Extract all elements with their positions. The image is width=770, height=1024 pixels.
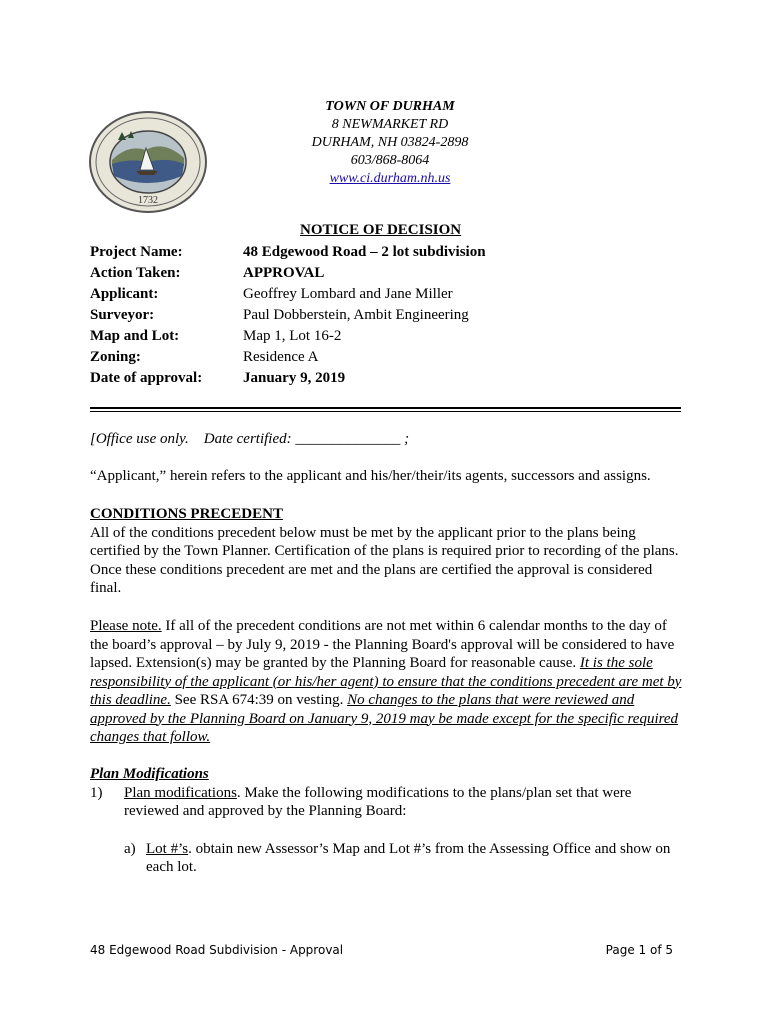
office-use-line bbox=[90, 430, 682, 449]
item-1-text: . Make the following modifications to the plans/plan set that were reviewed and approved by the Planning Board: bbox=[124, 784, 632, 819]
info-row-date-approval bbox=[90, 368, 486, 389]
town-city: DURHAM, NH 03824-2898 bbox=[311, 135, 469, 150]
info-row-zoning bbox=[90, 347, 486, 368]
info-label: Project Name: bbox=[90, 244, 183, 260]
info-row-map-lot bbox=[90, 326, 486, 347]
item-number: 1) bbox=[90, 784, 103, 801]
letterhead bbox=[240, 98, 540, 188]
applicant-definition: “Applicant,” herein refers to the applicant and his/her/their/its agents, successors and assigns. bbox=[90, 468, 651, 484]
please-note-text-1: If all of the precedent conditions are not met within 6 calendar months to the day of the board’s approval – by July 9, 2019 - the Planning Board's approval will be considered to have lapsed. Extension(s) may be granted by the Planning Board for reasonable cause. bbox=[90, 618, 675, 671]
notice-title: NOTICE OF DECISION bbox=[300, 222, 462, 238]
info-value: APPROVAL bbox=[243, 265, 325, 281]
info-row-applicant bbox=[90, 284, 486, 305]
town-seal-logo bbox=[88, 110, 208, 214]
info-value: Map 1, Lot 16-2 bbox=[243, 328, 342, 344]
info-value: January 9, 2019 bbox=[243, 370, 346, 386]
project-info-table bbox=[90, 242, 486, 389]
conditions-section bbox=[90, 505, 682, 598]
info-value: 48 Edgewood Road – 2 lot subdivision bbox=[243, 244, 486, 260]
subitem-letter: a) bbox=[124, 840, 136, 857]
info-value: Geoffrey Lombard and Jane Miller bbox=[243, 286, 453, 302]
info-value: Residence A bbox=[243, 349, 319, 365]
info-label: Map and Lot: bbox=[90, 328, 180, 344]
conditions-heading: CONDITIONS PRECEDENT bbox=[90, 506, 283, 522]
info-label: Date of approval: bbox=[90, 370, 203, 386]
info-row-surveyor bbox=[90, 305, 486, 326]
date-certified-blank: ______________ bbox=[295, 431, 401, 447]
office-use-suffix: ; bbox=[400, 431, 410, 447]
please-note-paragraph bbox=[90, 617, 682, 747]
footer-page-number: Page 1 of 5 bbox=[605, 943, 673, 957]
item-1-label: Plan modifications bbox=[124, 784, 237, 801]
town-address: 8 NEWMARKET RD bbox=[331, 117, 449, 132]
date-certified-label: Date certified: bbox=[203, 431, 296, 447]
info-row-project-name bbox=[90, 242, 486, 263]
town-phone: 603/868-8064 bbox=[350, 153, 430, 168]
info-label: Applicant: bbox=[90, 286, 159, 302]
please-note-italic-1: It is the sole responsibility of the applicant (or his/her agent) to ensure that the conditions precedent are met by this deadline. bbox=[90, 655, 682, 708]
please-note-text-2: See RSA 674:39 on vesting. bbox=[170, 692, 348, 708]
divider-thick bbox=[90, 407, 681, 409]
subitem-a-label: Lot #’s bbox=[146, 840, 189, 857]
please-note-italic-2: No changes to the plans that were reviewed and approved by the Planning Board on January 9, 2019 may be made except for the specific required changes that follow. bbox=[90, 692, 679, 745]
info-label: Zoning: bbox=[90, 349, 141, 365]
town-website-link[interactable]: www.ci.durham.nh.us bbox=[329, 171, 451, 186]
plan-modifications-section bbox=[90, 765, 682, 877]
info-value: Paul Dobberstein, Ambit Engineering bbox=[243, 307, 469, 323]
divider-thin bbox=[90, 411, 681, 412]
footer-document-title: 48 Edgewood Road Subdivision - Approval bbox=[90, 943, 344, 957]
info-row-action-taken bbox=[90, 263, 486, 284]
please-note-label: Please note. bbox=[90, 618, 162, 634]
plan-mods-item-1 bbox=[90, 784, 682, 821]
subitem-a-text: . obtain new Assessor’s Map and Lot #’s from the Assessing Office and show on each lot. bbox=[146, 840, 671, 875]
seal-year: 1732 bbox=[138, 195, 158, 206]
town-name: TOWN OF DURHAM bbox=[325, 99, 455, 114]
office-use-prefix: [Office use only. bbox=[90, 431, 189, 447]
info-label: Surveyor: bbox=[90, 307, 155, 323]
plan-mods-heading: Plan Modifications bbox=[90, 766, 209, 782]
info-label: Action Taken: bbox=[90, 265, 181, 281]
plan-mods-subitem-a bbox=[90, 840, 682, 877]
conditions-text: All of the conditions precedent below must be met by the applicant prior to the plans being certified by the Town Planner. Certification of the plans is required prior to recording of the plans. Once these conditions precedent are met and the plans are certified the approval is considered final. bbox=[90, 524, 679, 596]
